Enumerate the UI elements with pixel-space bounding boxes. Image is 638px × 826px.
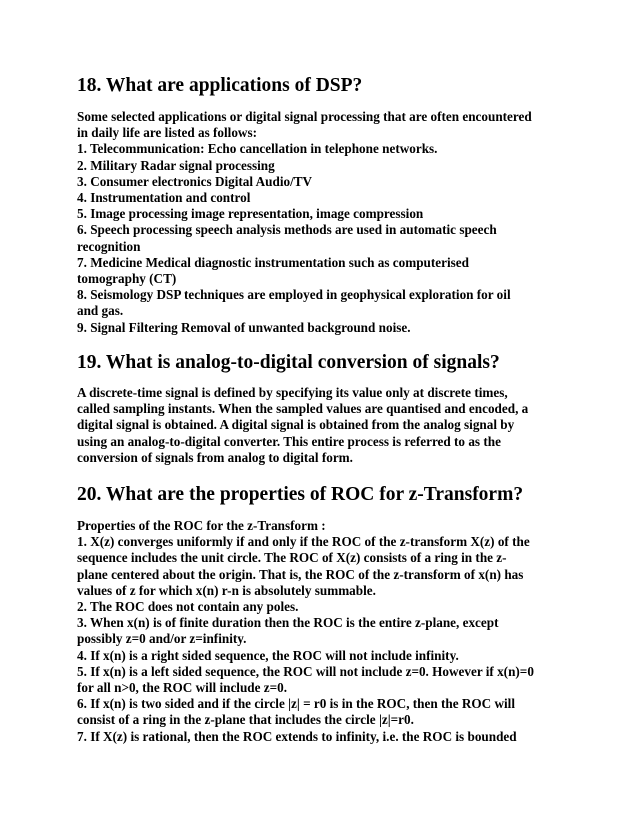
section-19 xyxy=(77,351,577,466)
section-18 xyxy=(77,74,577,336)
text-line: called sampling instants. When the sampled values are quantised and encoded, a xyxy=(77,401,529,417)
text-line: 6. If x(n) is two sided and if the circle |z| = r0 is in the ROC, then the ROC will xyxy=(77,696,515,712)
text-line: 7. If X(z) is rational, then the ROC extends to infinity, i.e. the ROC is bounded xyxy=(77,728,517,744)
text-line: Some selected applications or digital signal processing that are often encountered xyxy=(77,109,532,124)
text-line: in daily life are listed as follows: xyxy=(77,125,257,141)
text-line: 8. Seismology DSP techniques are employed in geophysical exploration for oil xyxy=(77,287,511,303)
text-line: plane centered about the origin. That is, the ROC of the z-transform of x(n) has xyxy=(77,566,524,582)
text-line: A discrete-time signal is defined by specifying its value only at discrete times, xyxy=(77,385,508,400)
text-line: for all n>0, the ROC will include z=0. xyxy=(77,680,288,696)
text-line: 9. Signal Filtering Removal of unwanted background noise. xyxy=(77,319,411,335)
section-heading: 18. What are applications of DSP? xyxy=(77,75,363,96)
text-line: Properties of the ROC for the z-Transform : xyxy=(77,518,326,533)
text-line: 1. X(z) converges uniformly if and only if the ROC of the z-transform X(z) of the xyxy=(77,534,530,550)
section-body xyxy=(77,518,577,745)
section-body xyxy=(77,109,577,336)
text-line: 5. Image processing image representation, image compression xyxy=(77,206,424,222)
text-line: recognition xyxy=(77,238,141,254)
text-line: and gas. xyxy=(77,303,124,319)
section-20 xyxy=(77,483,577,745)
text-line: consist of a ring in the z-plane that includes the circle |z|=r0. xyxy=(77,712,414,728)
text-line: digital signal is obtained. A digital signal is obtained from the analog signal by xyxy=(77,417,515,433)
text-line: 1. Telecommunication: Echo cancellation in telephone networks. xyxy=(77,141,438,157)
text-line: tomography (CT) xyxy=(77,271,177,287)
text-line: 7. Medicine Medical diagnostic instrumentation such as computerised xyxy=(77,254,469,270)
text-line: 4. Instrumentation and control xyxy=(77,190,251,206)
text-line: 4. If x(n) is a right sided sequence, the ROC will not include infinity. xyxy=(77,647,459,663)
text-line: values of z for which x(n) r-n is absolutely summable. xyxy=(77,582,376,598)
text-line: conversion of signals from analog to digital form. xyxy=(77,449,353,465)
text-line: 5. If x(n) is a left sided sequence, the ROC will not include z=0. However if x(n)=0 xyxy=(77,663,534,679)
text-line: 2. Military Radar signal processing xyxy=(77,157,275,173)
text-line: 3. When x(n) is of finite duration then the ROC is the entire z-plane, except xyxy=(77,615,499,631)
text-line: sequence includes the unit circle. The ROC of X(z) consists of a ring in the z- xyxy=(77,550,507,566)
section-heading: 20. What are the properties of ROC for z-Transform? xyxy=(77,484,524,505)
text-line: using an analog-to-digital converter. This entire process is referred to as the xyxy=(77,433,501,449)
text-line: 2. The ROC does not contain any poles. xyxy=(77,599,299,615)
text-line: possibly z=0 and/or z=infinity. xyxy=(77,631,247,647)
section-body xyxy=(77,385,577,466)
text-line: 6. Speech processing speech analysis methods are used in automatic speech xyxy=(77,222,497,238)
section-heading: 19. What is analog-to-digital conversion of signals? xyxy=(77,352,500,373)
text-line: 3. Consumer electronics Digital Audio/TV xyxy=(77,173,313,189)
